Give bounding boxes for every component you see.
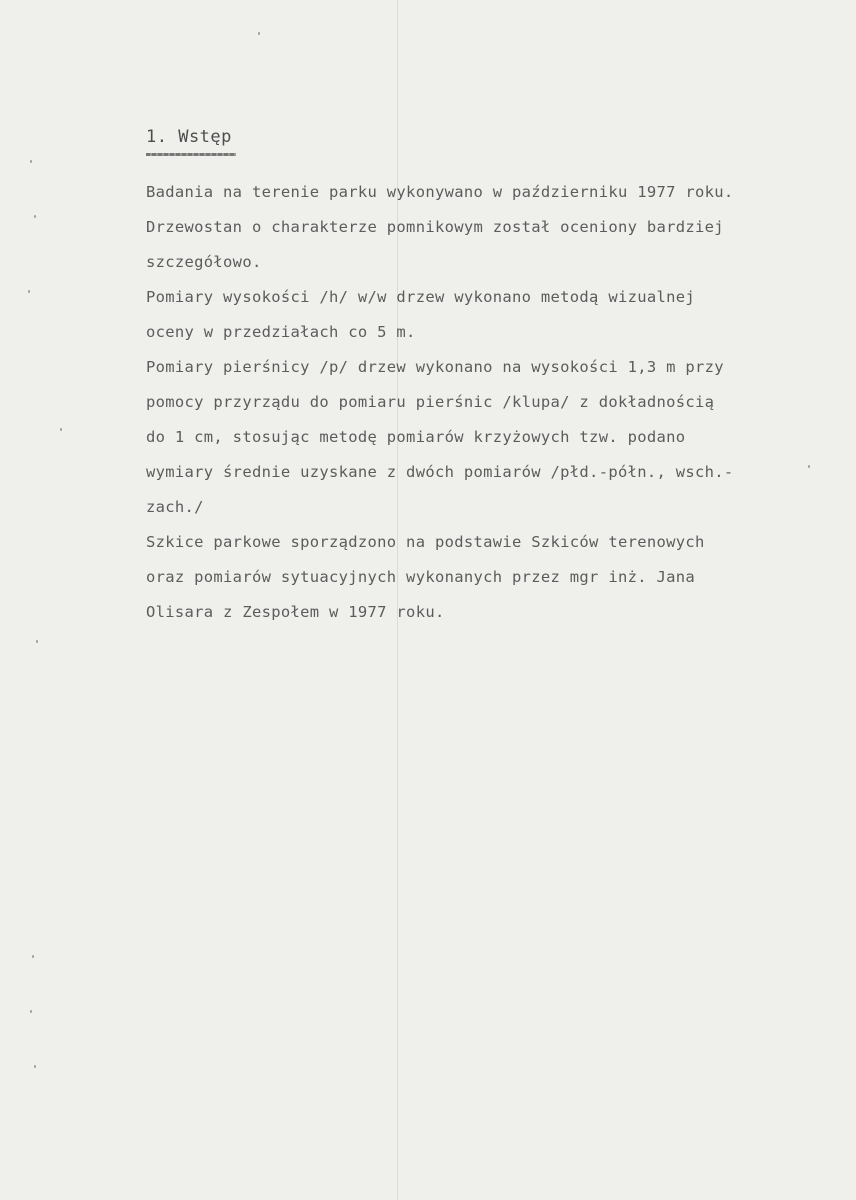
text-line: oceny w przedziałach co 5 m.: [146, 323, 416, 341]
scan-speck: [34, 1065, 36, 1068]
text-line: oraz pomiarów sytuacyjnych wykonanych przez mgr inż. Jana: [146, 568, 696, 586]
scan-speck: [30, 1010, 32, 1013]
text-line: Badania na terenie parku wykonywano w październiku 1977 roku.: [146, 183, 734, 201]
paper-fold-line: [397, 0, 398, 1200]
text-line: wymiary średnie uzyskane z dwóch pomiarów /płd.-półn., wsch.-: [146, 463, 734, 481]
scan-speck: [28, 290, 30, 293]
text-line: Drzewostan o charakterze pomnikowym został oceniony bardziej: [146, 218, 724, 236]
text-line: pomocy przyrządu do pomiaru pierśnic /klupa/ z dokładnością: [146, 393, 715, 411]
text-line: szczegółowo.: [146, 253, 262, 271]
text-line: zach./: [146, 498, 204, 516]
text-line: do 1 cm, stosując metodę pomiarów krzyżowych tzw. podano: [146, 428, 686, 446]
scan-speck: [30, 160, 32, 163]
scan-speck: [36, 640, 38, 643]
text-line: Olisara z Zespołem w 1977 roku.: [146, 603, 445, 621]
text-line: Pomiary pierśnicy /p/ drzew wykonano na wysokości 1,3 m przy: [146, 358, 724, 376]
scan-speck: [60, 428, 62, 431]
scan-speck: [32, 955, 34, 958]
scan-speck: [34, 215, 36, 218]
scan-speck: [258, 32, 260, 35]
heading-underline: [146, 153, 236, 156]
section-heading: 1. Wstęp: [146, 127, 232, 147]
scan-speck: [808, 465, 810, 468]
text-line: Szkice parkowe sporządzono na podstawie Szkiców terenowych: [146, 533, 705, 551]
text-line: Pomiary wysokości /h/ w/w drzew wykonano metodą wizualnej: [146, 288, 696, 306]
